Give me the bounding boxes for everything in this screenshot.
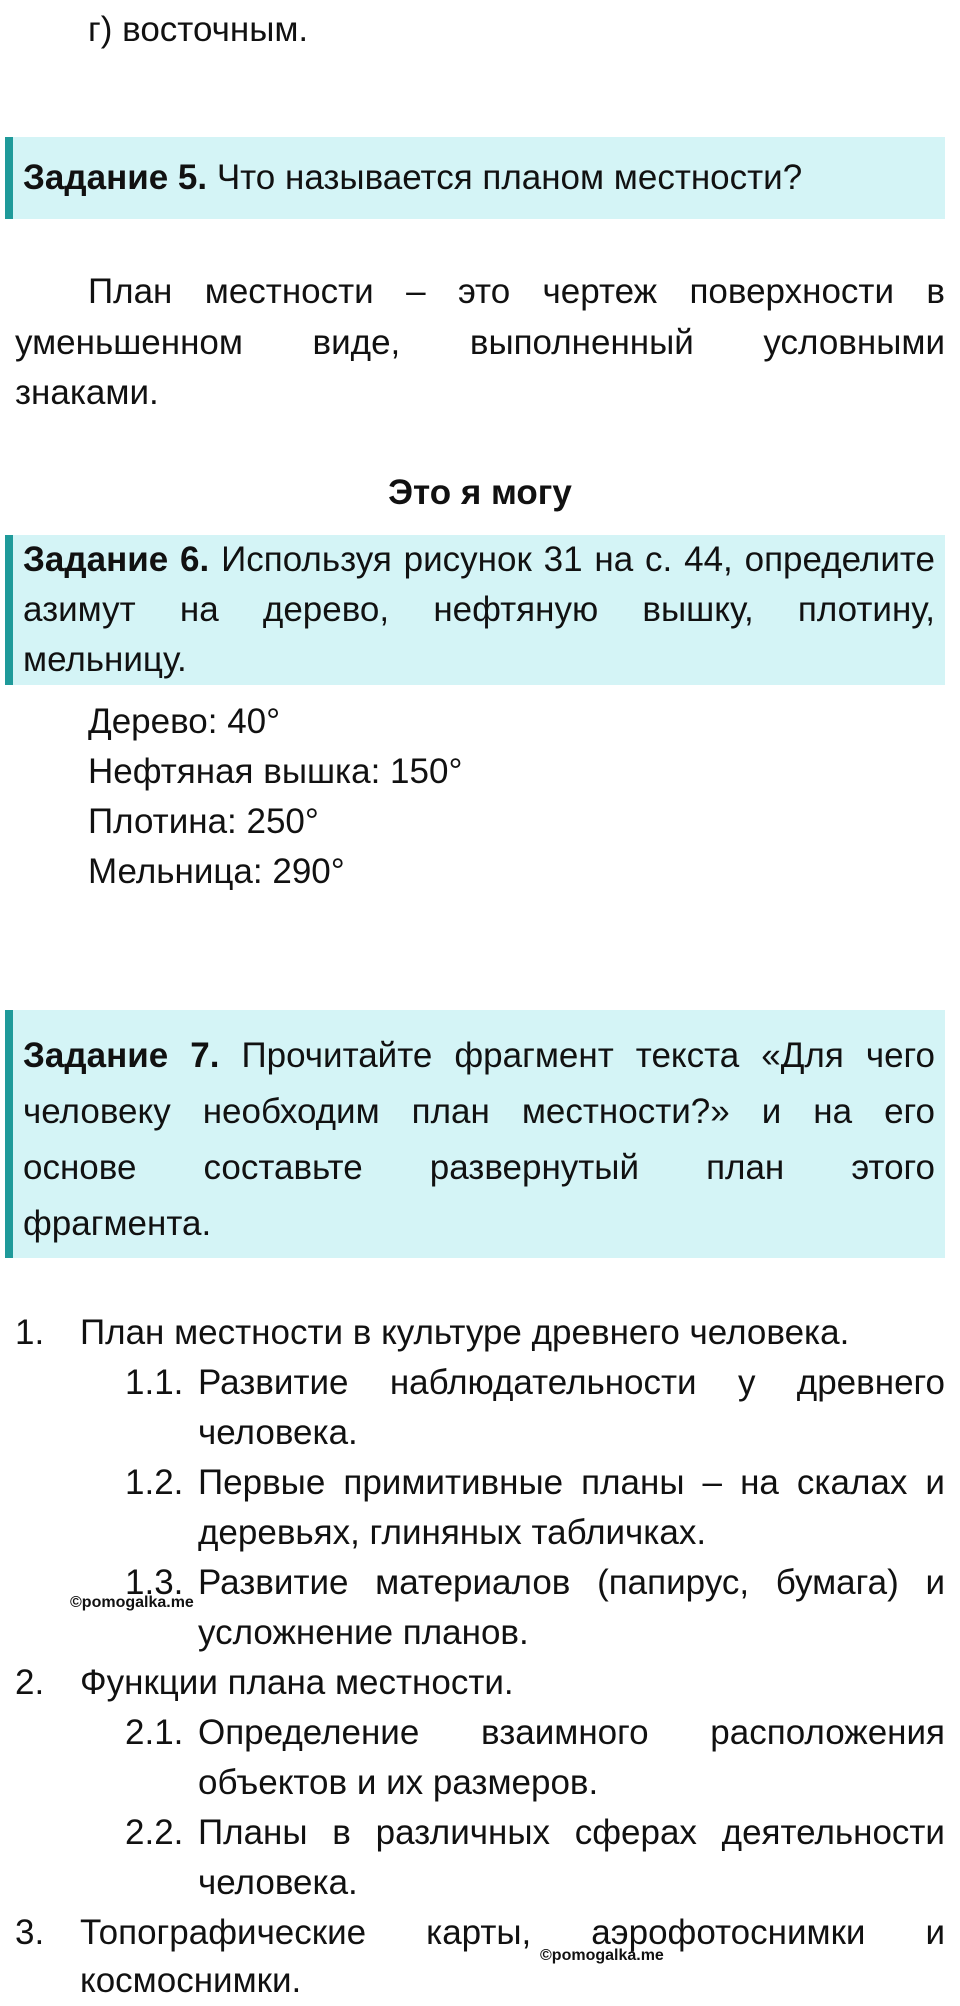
task5-answer-line-2: уменьшенном виде, выполненный условными <box>15 323 945 362</box>
outline-item-2-2-line-2: человека. <box>198 1863 358 1902</box>
outline-item-1-1-line-1: Развитие наблюдательности у древнего <box>198 1363 945 1402</box>
task5-answer-line-3: знаками. <box>15 373 159 412</box>
outline-item-3-number: 3. <box>15 1913 45 1952</box>
outline-item-2-text: Функции плана местности. <box>80 1663 514 1702</box>
task6-answer-tree: Дерево: 40° <box>88 702 281 741</box>
watermark: ©pomogalka.me <box>540 1947 664 1964</box>
task7-question-text-1: Прочитайте фрагмент текста «Для чего <box>219 1036 936 1075</box>
outline-item-1-text: План местности в культуре древнего человека. <box>80 1313 850 1352</box>
previous-answer-fragment: г) восточным. <box>88 10 309 49</box>
task7-box <box>5 1010 945 1258</box>
task5-answer-line-1: План местности – это чертеж поверхности в <box>88 272 945 311</box>
outline-item-1-number: 1. <box>15 1313 45 1352</box>
task5-label: Задание 5. <box>23 158 208 197</box>
outline-item-2-2-number: 2.2. <box>125 1813 184 1852</box>
task5-question <box>23 153 935 203</box>
task6-question-line-1 <box>23 535 935 585</box>
outline-item-3-line-1: Топографические карты, аэрофотоснимки и <box>80 1913 945 1952</box>
section-heading: Это я могу <box>388 473 572 512</box>
task5-question-text: Что называется планом местности? <box>207 158 803 197</box>
outline-item-1-3-line-2: усложнение планов. <box>198 1613 529 1652</box>
outline-item-1-1-line-2: человека. <box>198 1413 358 1452</box>
task6-question-line-3: мельницу. <box>23 640 187 679</box>
outline-item-2-number: 2. <box>15 1663 45 1702</box>
task7-label: Задание 7. <box>23 1036 220 1075</box>
task6-answer-dam: Плотина: 250° <box>88 802 319 841</box>
outline-item-2-1-line-2: объектов и их размеров. <box>198 1763 599 1802</box>
outline-item-2-1-number: 2.1. <box>125 1713 184 1752</box>
task5-box <box>5 137 945 219</box>
outline-item-1-2-line-2: деревьях, глиняных табличках. <box>198 1513 707 1552</box>
task6-question-text-1: Используя рисунок 31 на с. 44, определите <box>209 540 936 579</box>
task7-question-line-4: фрагмента. <box>23 1204 212 1243</box>
task6-answer-oil-rig: Нефтяная вышка: 150° <box>88 752 463 791</box>
task6-question-line-2: азимут на дерево, нефтяную вышку, плотину, <box>23 590 935 629</box>
watermark: ©pomogalka.me <box>70 1594 194 1611</box>
outline-item-2-1-line-1: Определение взаимного расположения <box>198 1713 945 1752</box>
task7-question-line-1 <box>23 1028 935 1084</box>
task7-question-line-2: человеку необходим план местности?» и на его <box>23 1092 935 1131</box>
task6-box <box>5 535 945 685</box>
task7-question-line-3: основе составьте развернутый план этого <box>23 1148 935 1187</box>
outline-item-1-2-line-1: Первые примитивные планы – на скалах и <box>198 1463 945 1502</box>
task6-label: Задание 6. <box>23 540 210 579</box>
outline-item-3-line-2: космоснимки. <box>80 1961 302 2000</box>
outline-item-1-3-number: 1.3. <box>125 1563 184 1602</box>
outline-item-1-2-number: 1.2. <box>125 1463 184 1502</box>
outline-item-1-1-number: 1.1. <box>125 1363 184 1402</box>
outline-item-2-2-line-1: Планы в различных сферах деятельности <box>198 1813 945 1852</box>
outline-item-1-3-line-1: Развитие материалов (папирус, бумага) и <box>198 1563 945 1602</box>
task6-answer-mill: Мельница: 290° <box>88 852 345 891</box>
